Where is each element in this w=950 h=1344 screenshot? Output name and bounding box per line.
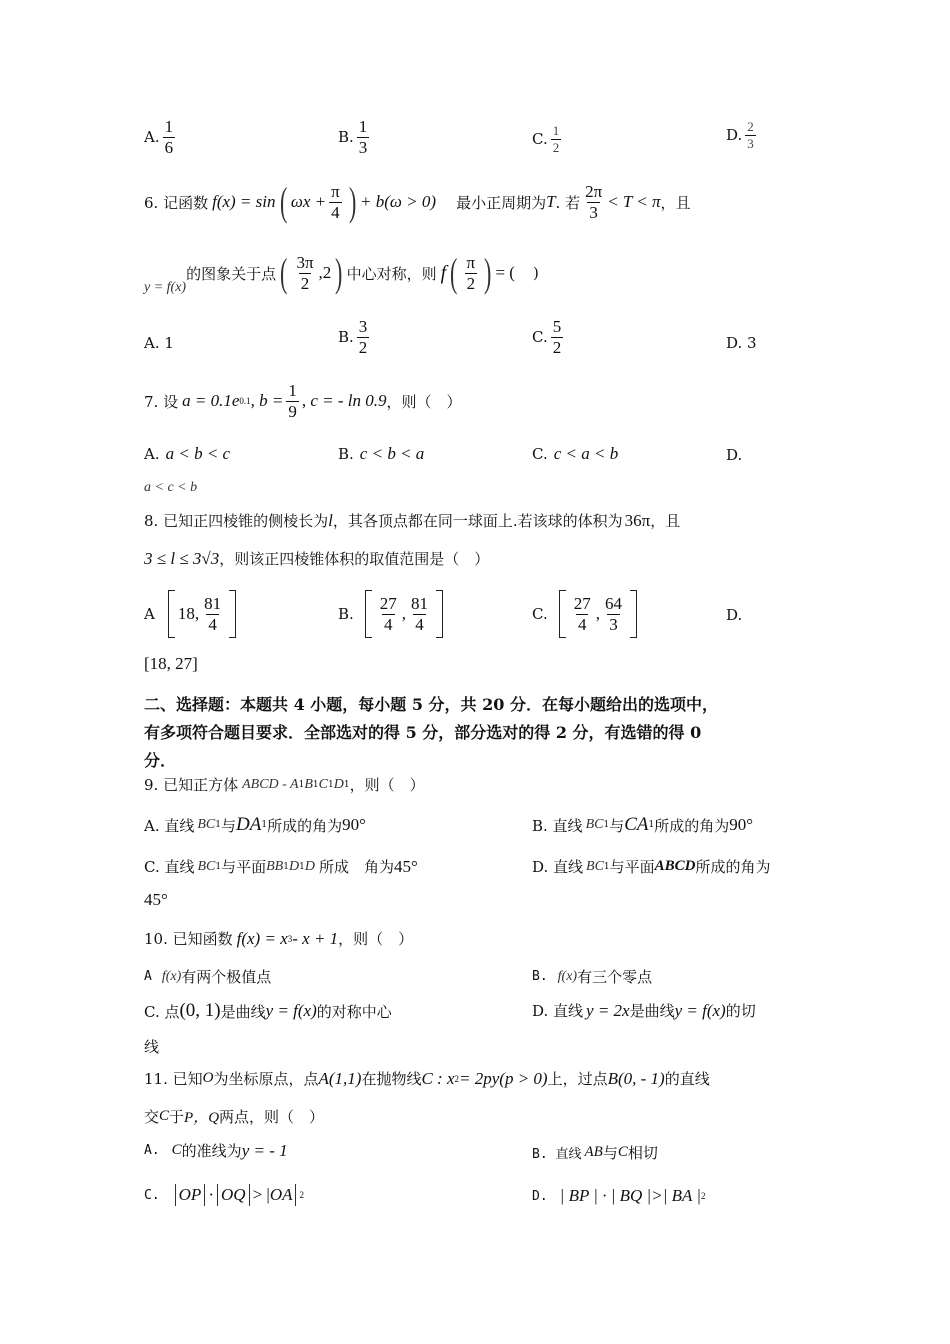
q8-option-a: A 18, $\frac{81}{4}$ [144,590,239,638]
q8-option-c: C. $\frac{27}{4}$ , $\frac{64}{3}$ [532,590,640,638]
q6-option-b: B. $\frac{3}{2}$ [338,317,368,357]
q9-option-b: B. 直线 BC 1 与 CA 1 所成的角为 90° [532,814,754,835]
q7-option-d-value: a < c < b [144,480,198,495]
q7-option-b: B. c < b < a [338,444,425,463]
q6-option-a: A. 1 [144,334,174,352]
q9-option-a: A. 直线 BC 1 与 DA 1 所成的角为 90° [144,814,366,835]
q6-line-2: y = f(x) 的图象关于点 ( $\frac{3\pi}{2}$ ,2 ) 中心对称，则 f ( $\frac{\pi}{2}$ ) = ( ) [144,250,539,295]
q11-stem-line-1: 11. 已知 O 为坐标原点，点 A(1,1) 在抛物线 C : x 2 = 2py(p > 0) 上，过点 B(0, - 1) 的直线 [144,1068,710,1088]
q8-option-d: D. [726,606,743,624]
q7-option-a: A. a < b < c [144,444,231,463]
q8-option-d-value: [18, 27] [144,654,198,673]
section-2-heading-line-3: 分． [144,751,177,770]
q8-stem-line-2: 3 ≤ l ≤ 3√3 ，则该正四棱锥体积的取值范围是（ ） [144,548,490,568]
q5-option-a: A. $\frac{1}{6}$ [144,117,174,157]
q10-option-b: B. f(x) 有三个零点 [532,968,653,986]
q11-option-b: B. 直线 AB 与 C 相切 [532,1144,658,1162]
q6-option-d: D. 3 [726,334,757,352]
section-2-heading-line-1: 二、选择题：本题共 4 小题，每小题 5 分，共 20 分．在每小题给出的选项中， [144,695,718,714]
q10-option-c: C. 点 (0, 1) 是曲线 y = f(x) 的对称中心 [144,1000,392,1021]
q5-option-d: D. $\frac{2}{3}$ [726,119,754,151]
q7-option-c: C. c < a < b [532,444,619,463]
section-2-heading-line-2: 有多项符合题目要求．全部选对的得 5 分，部分选对的得 2 分，有选错的得 0 [144,723,702,742]
q8-option-b: B. $\frac{27}{4}$ , $\frac{81}{4}$ [338,590,446,638]
q9-option-d-angle: 45° [144,890,168,909]
q7-option-d: D. [726,446,743,464]
q6-line-1: 6. 记函数 f(x) = sin ( ωx + $\frac{\pi}{4}$ ) + b(ω > 0) 最小正周期为 T . 若 $\frac{2\pi}{3}$ < T < π ，且 [144,179,691,224]
q5-option-c: C. $\frac{1}{2}$ [532,123,560,155]
q10-option-a: A f(x) 有两个极值点 [144,968,272,986]
q5-option-b: B. $\frac{1}{3}$ [338,117,368,157]
q8-stem-line-1: 8. 已知正四棱锥的侧棱长为 l ，其各顶点都在同一球面上.若该球的体积为 36π ，且 [144,510,681,530]
q9-stem: 9. 已知正方体 ABCD - A 1 B 1 C 1 D 1 ，则（ ） [144,776,425,794]
q7-stem: 7. 设 a = 0.1e 0.1 , b = $\frac{1}{9}$ , c = - ln 0.9 ，则（ ） [144,381,462,421]
q9-option-d: D. 直线 BC 1 与平面 ABCD 所成的角为 [532,858,771,876]
q11-option-d: D. | BP | · | BQ |>| BA | 2 [532,1186,706,1205]
q11-stem-line-2: 交 C 于 P，Q 两点，则（ ） [144,1108,325,1126]
q10-option-d: D. 直线 y = 2x 是曲线 y = f(x) 的切 [532,1000,756,1020]
q10-option-d-wrap: 线 [144,1038,160,1056]
q11-option-a: A. C 的准线为 y = - 1 [144,1140,288,1160]
q6-option-c: C. $\frac{5}{2}$ [532,317,562,357]
q10-stem: 10. 已知函数 f(x) = x 3 - x + 1 ，则（ ） [144,928,414,948]
q9-option-c: C. 直线 BC 1 与平面 BB 1 D 1 D 所成 角为 45° [144,856,418,876]
q11-option-c: C. OP · OQ > | OA 2 [144,1185,304,1204]
